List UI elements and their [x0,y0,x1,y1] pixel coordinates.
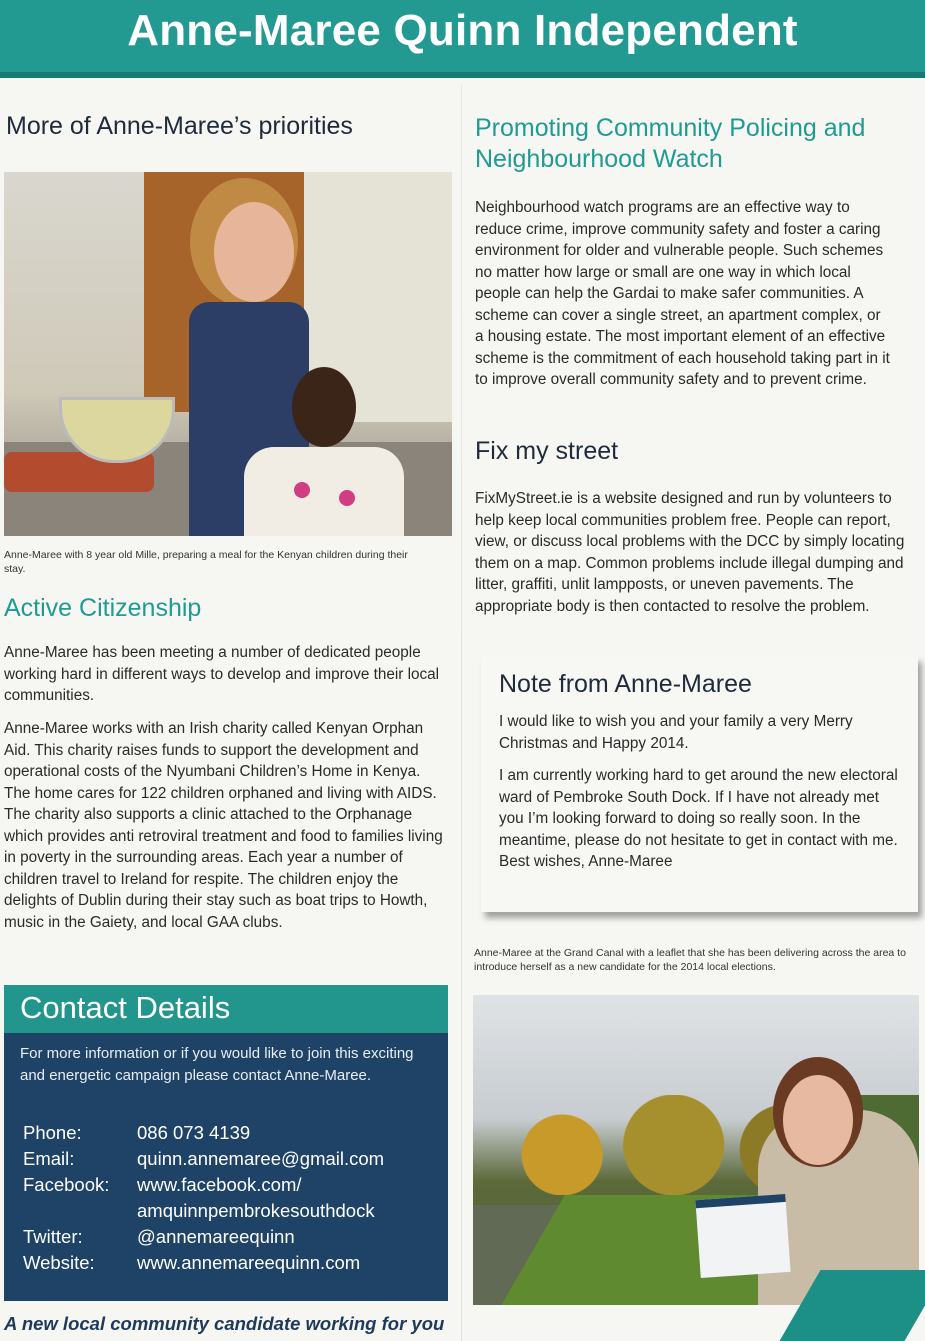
twitter-label: Twitter: [23,1226,83,1247]
fix-my-street-body: FixMyStreet.ie is a website designed and run by volunteers to help keep local communities problem free. People can report, view, or discuss local problems with the DCC by simply locating them on a map. Common problems include illegal dumping and litter, graffiti, unlit lampposts, or uneven pavements. The appropriate body is then contacted to resolve the problem. [475,490,905,615]
fix-my-street-heading: Fix my street [475,437,619,465]
facebook-link-line1[interactable]: www.facebook.com/ [137,1174,302,1195]
note-box [481,656,918,912]
contact-intro: For more information or if you would like to join this exciting and energetic campaign please contact Anne-Maree. [20,1045,414,1084]
note-para1: I would like to wish you and your family a very Merry Christmas and Happy 2014. [499,713,853,752]
note-heading: Note from Anne-Maree [499,670,752,698]
email-link[interactable]: quinn.annemaree@gmail.com [137,1148,385,1169]
canal-photo [473,995,919,1305]
facebook-link-line2[interactable]: amquinnpembrokesouthdock [137,1200,375,1221]
kitchen-photo-caption: Anne-Maree with 8 year old Mille, preparing a meal for the Kenyan children during their stay. [4,549,408,575]
kitchen-photo [4,172,452,536]
active-citizenship-heading: Active Citizenship [4,594,202,622]
phone-value: 086 073 4139 [137,1122,251,1143]
facebook-label: Facebook: [23,1174,110,1195]
page-fold-divider [461,84,462,1341]
active-citizenship-para2: Anne-Maree works with an Irish charity called Kenyan Orphan Aid. This charity raises funds to support the development and operational costs of the Nyumbani Children’s Home in Kenya. The home cares for 122 children orphaned and living with AIDS. The charity also supports a clinic attached to the Orphanage which provides anti retroviral treatment and food to families living in poverty in the surrounding areas. Each year a number of children travel to Ireland for respite. The children enjoy the delights of Dublin during their stay such as boat trips to Howth, music in the Gaiety, and local GAA clubs. [4,720,443,931]
note-para2: I am currently working hard to get around the new electoral ward of Pembroke South Dock. If I have not already met you I’m looking forward to doing so really soon. In the meantime, please do not hesitate to get in contact with me. Best wishes, Anne-Maree [499,767,898,870]
header-banner [0,0,925,78]
tagline: A new local community candidate working for you [4,1313,445,1334]
page-title: Anne-Maree Quinn Independent [127,6,798,55]
active-citizenship-para1: Anne-Maree has been meeting a number of dedicated people working hard in different ways to develop and improve their local communities. [4,644,440,704]
email-label: Email: [23,1148,75,1169]
contact-details-panel [4,1033,448,1301]
priorities-heading: More of Anne-Maree’s priorities [6,112,353,140]
website-link[interactable]: www.annemareequinn.com [137,1252,361,1273]
website-label: Website: [23,1252,95,1273]
contact-details-heading: Contact Details [20,990,231,1025]
policing-body: Neighbourhood watch programs are an effective way to reduce crime, improve community safety and foster a caring environment for older and vulnerable people. Such schemes no matter how large or small are one way in which local people can help the Gardai to make safer communities. A scheme can cover a single street, an apartment complex, or a housing estate. The most important element of an effective scheme is the commitment of each household taking part in it to improve overall community safety and to prevent crime. [475,199,890,388]
phone-label: Phone: [23,1122,82,1143]
policing-heading: Promoting Community Policing and Neighbourhood Watch [475,114,866,173]
contact-details-header [4,985,448,1033]
twitter-handle[interactable]: @annemareequinn [137,1226,295,1247]
canal-photo-caption: Anne-Maree at the Grand Canal with a leaflet that she has been delivering across the area to introduce herself as a new candidate for the 2014 local elections. [474,947,906,973]
